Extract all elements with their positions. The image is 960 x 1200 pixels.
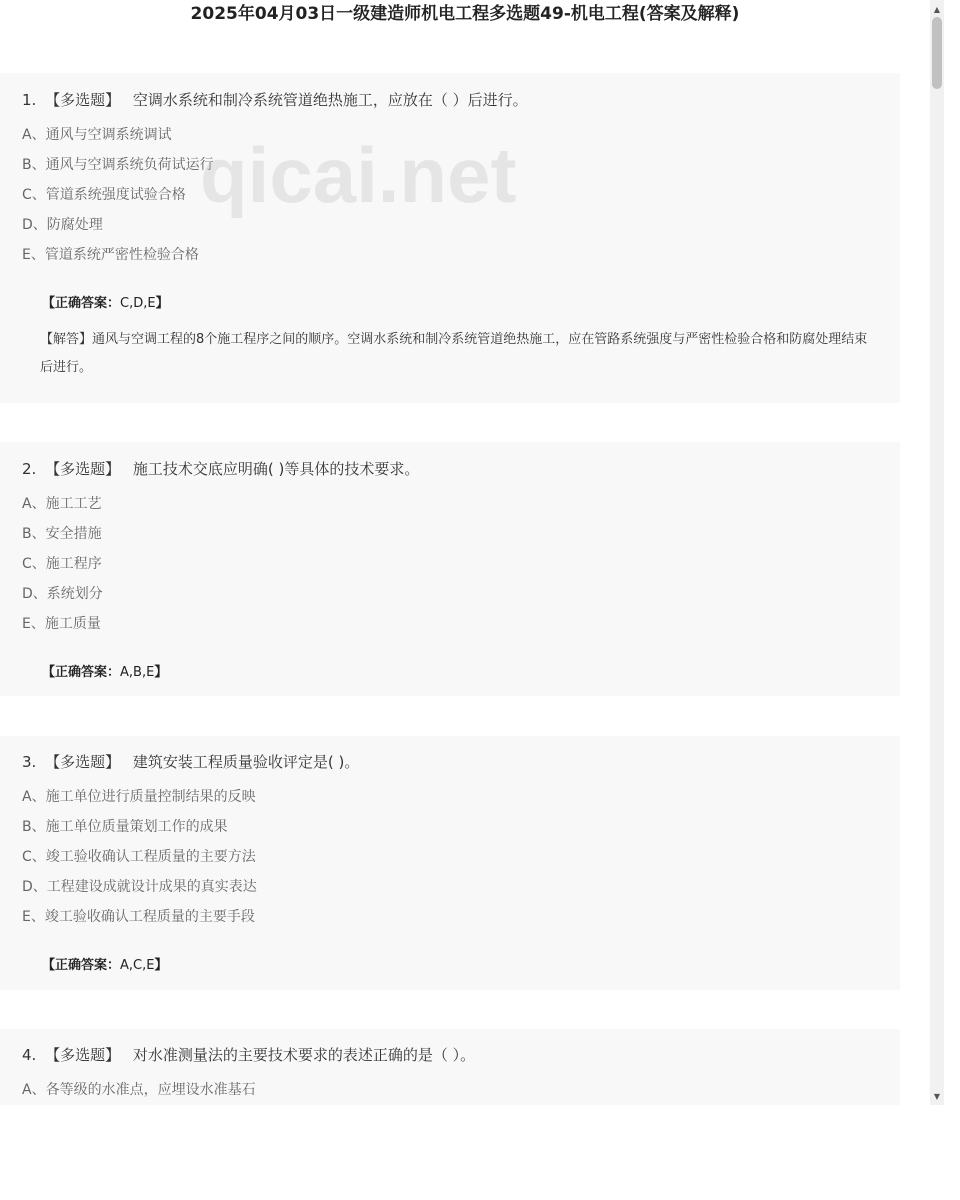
option-c: C、竣工验收确认工程质量的主要方法 bbox=[22, 849, 256, 865]
option-a: A、施工单位进行质量控制结果的反映 bbox=[22, 789, 256, 805]
option-d: D、系统划分 bbox=[22, 586, 103, 602]
answer-label: 【正确答案： bbox=[42, 665, 121, 680]
option-e: E、竣工验收确认工程质量的主要手段 bbox=[22, 909, 255, 925]
answer-close: 】 bbox=[154, 958, 168, 973]
question-card-2 bbox=[0, 442, 900, 696]
question-number: 2. bbox=[22, 460, 37, 478]
option-e: E、施工质量 bbox=[22, 616, 101, 632]
option-b: B、施工单位质量策划工作的成果 bbox=[22, 819, 228, 835]
answer-value: A,B,E bbox=[120, 665, 155, 680]
page-title: 2025年04月03日一级建造师机电工程多选题49-机电工程(答案及解释) bbox=[190, 4, 740, 24]
option-b: B、安全措施 bbox=[22, 526, 102, 542]
question-header bbox=[22, 90, 528, 110]
answer-close: 】 bbox=[154, 665, 168, 680]
answer-value: C,D,E bbox=[120, 296, 156, 311]
option-c: C、管道系统强度试验合格 bbox=[22, 187, 186, 203]
option-c: C、施工程序 bbox=[22, 556, 102, 572]
question-stem: 建筑安装工程质量验收评定是( )。 bbox=[132, 753, 360, 771]
question-number: 3. bbox=[22, 753, 37, 771]
question-card-1 bbox=[0, 73, 900, 403]
question-stem: 对水准测量法的主要技术要求的表述正确的是（ ）。 bbox=[132, 1046, 476, 1064]
question-card-4 bbox=[0, 1029, 900, 1105]
scrollbar-thumb[interactable] bbox=[932, 17, 942, 89]
question-type: 【多选题】 bbox=[45, 460, 121, 478]
question-header bbox=[22, 752, 359, 772]
answer-label: 【正确答案： bbox=[42, 296, 121, 311]
question-header bbox=[22, 1045, 475, 1065]
option-a: A、通风与空调系统调试 bbox=[22, 127, 172, 143]
option-a: A、施工工艺 bbox=[22, 496, 102, 512]
correct-answer bbox=[42, 295, 169, 313]
question-number: 4. bbox=[22, 1046, 37, 1064]
correct-answer bbox=[42, 664, 167, 682]
scroll-up-icon[interactable]: ▲ bbox=[933, 4, 941, 14]
answer-close: 】 bbox=[155, 296, 169, 311]
question-card-3 bbox=[0, 736, 900, 990]
answer-label: 【正确答案： bbox=[42, 958, 121, 973]
option-e: E、管道系统严密性检验合格 bbox=[22, 247, 199, 263]
question-number: 1. bbox=[22, 91, 37, 109]
option-d: D、工程建设成就设计成果的真实表达 bbox=[22, 879, 257, 895]
question-stem: 空调水系统和制冷系统管道绝热施工，应放在（ ）后进行。 bbox=[132, 91, 528, 109]
scroll-down-icon[interactable]: ▼ bbox=[933, 1091, 941, 1101]
watermark: qicai.net bbox=[200, 131, 517, 219]
option-d: D、防腐处理 bbox=[22, 217, 103, 233]
option-b: B、通风与空调系统负荷试运行 bbox=[22, 157, 214, 173]
question-stem: 施工技术交底应明确( )等具体的技术要求。 bbox=[132, 460, 420, 478]
correct-answer bbox=[42, 957, 167, 975]
question-type: 【多选题】 bbox=[45, 91, 121, 109]
question-type: 【多选题】 bbox=[45, 1046, 121, 1064]
answer-value: A,C,E bbox=[120, 958, 155, 973]
explanation: 【解答】通风与空调工程的8个施工程序之间的顺序。空调水系统和制冷系统管道绝热施工，应在管路系统强度与严密性检验合格和防腐处理结束后进行。 bbox=[40, 332, 868, 375]
vertical-scrollbar[interactable] bbox=[930, 0, 944, 1105]
question-type: 【多选题】 bbox=[45, 753, 121, 771]
question-header bbox=[22, 459, 419, 479]
option-a: A、各等级的水准点，应埋设水准基石 bbox=[22, 1082, 256, 1098]
